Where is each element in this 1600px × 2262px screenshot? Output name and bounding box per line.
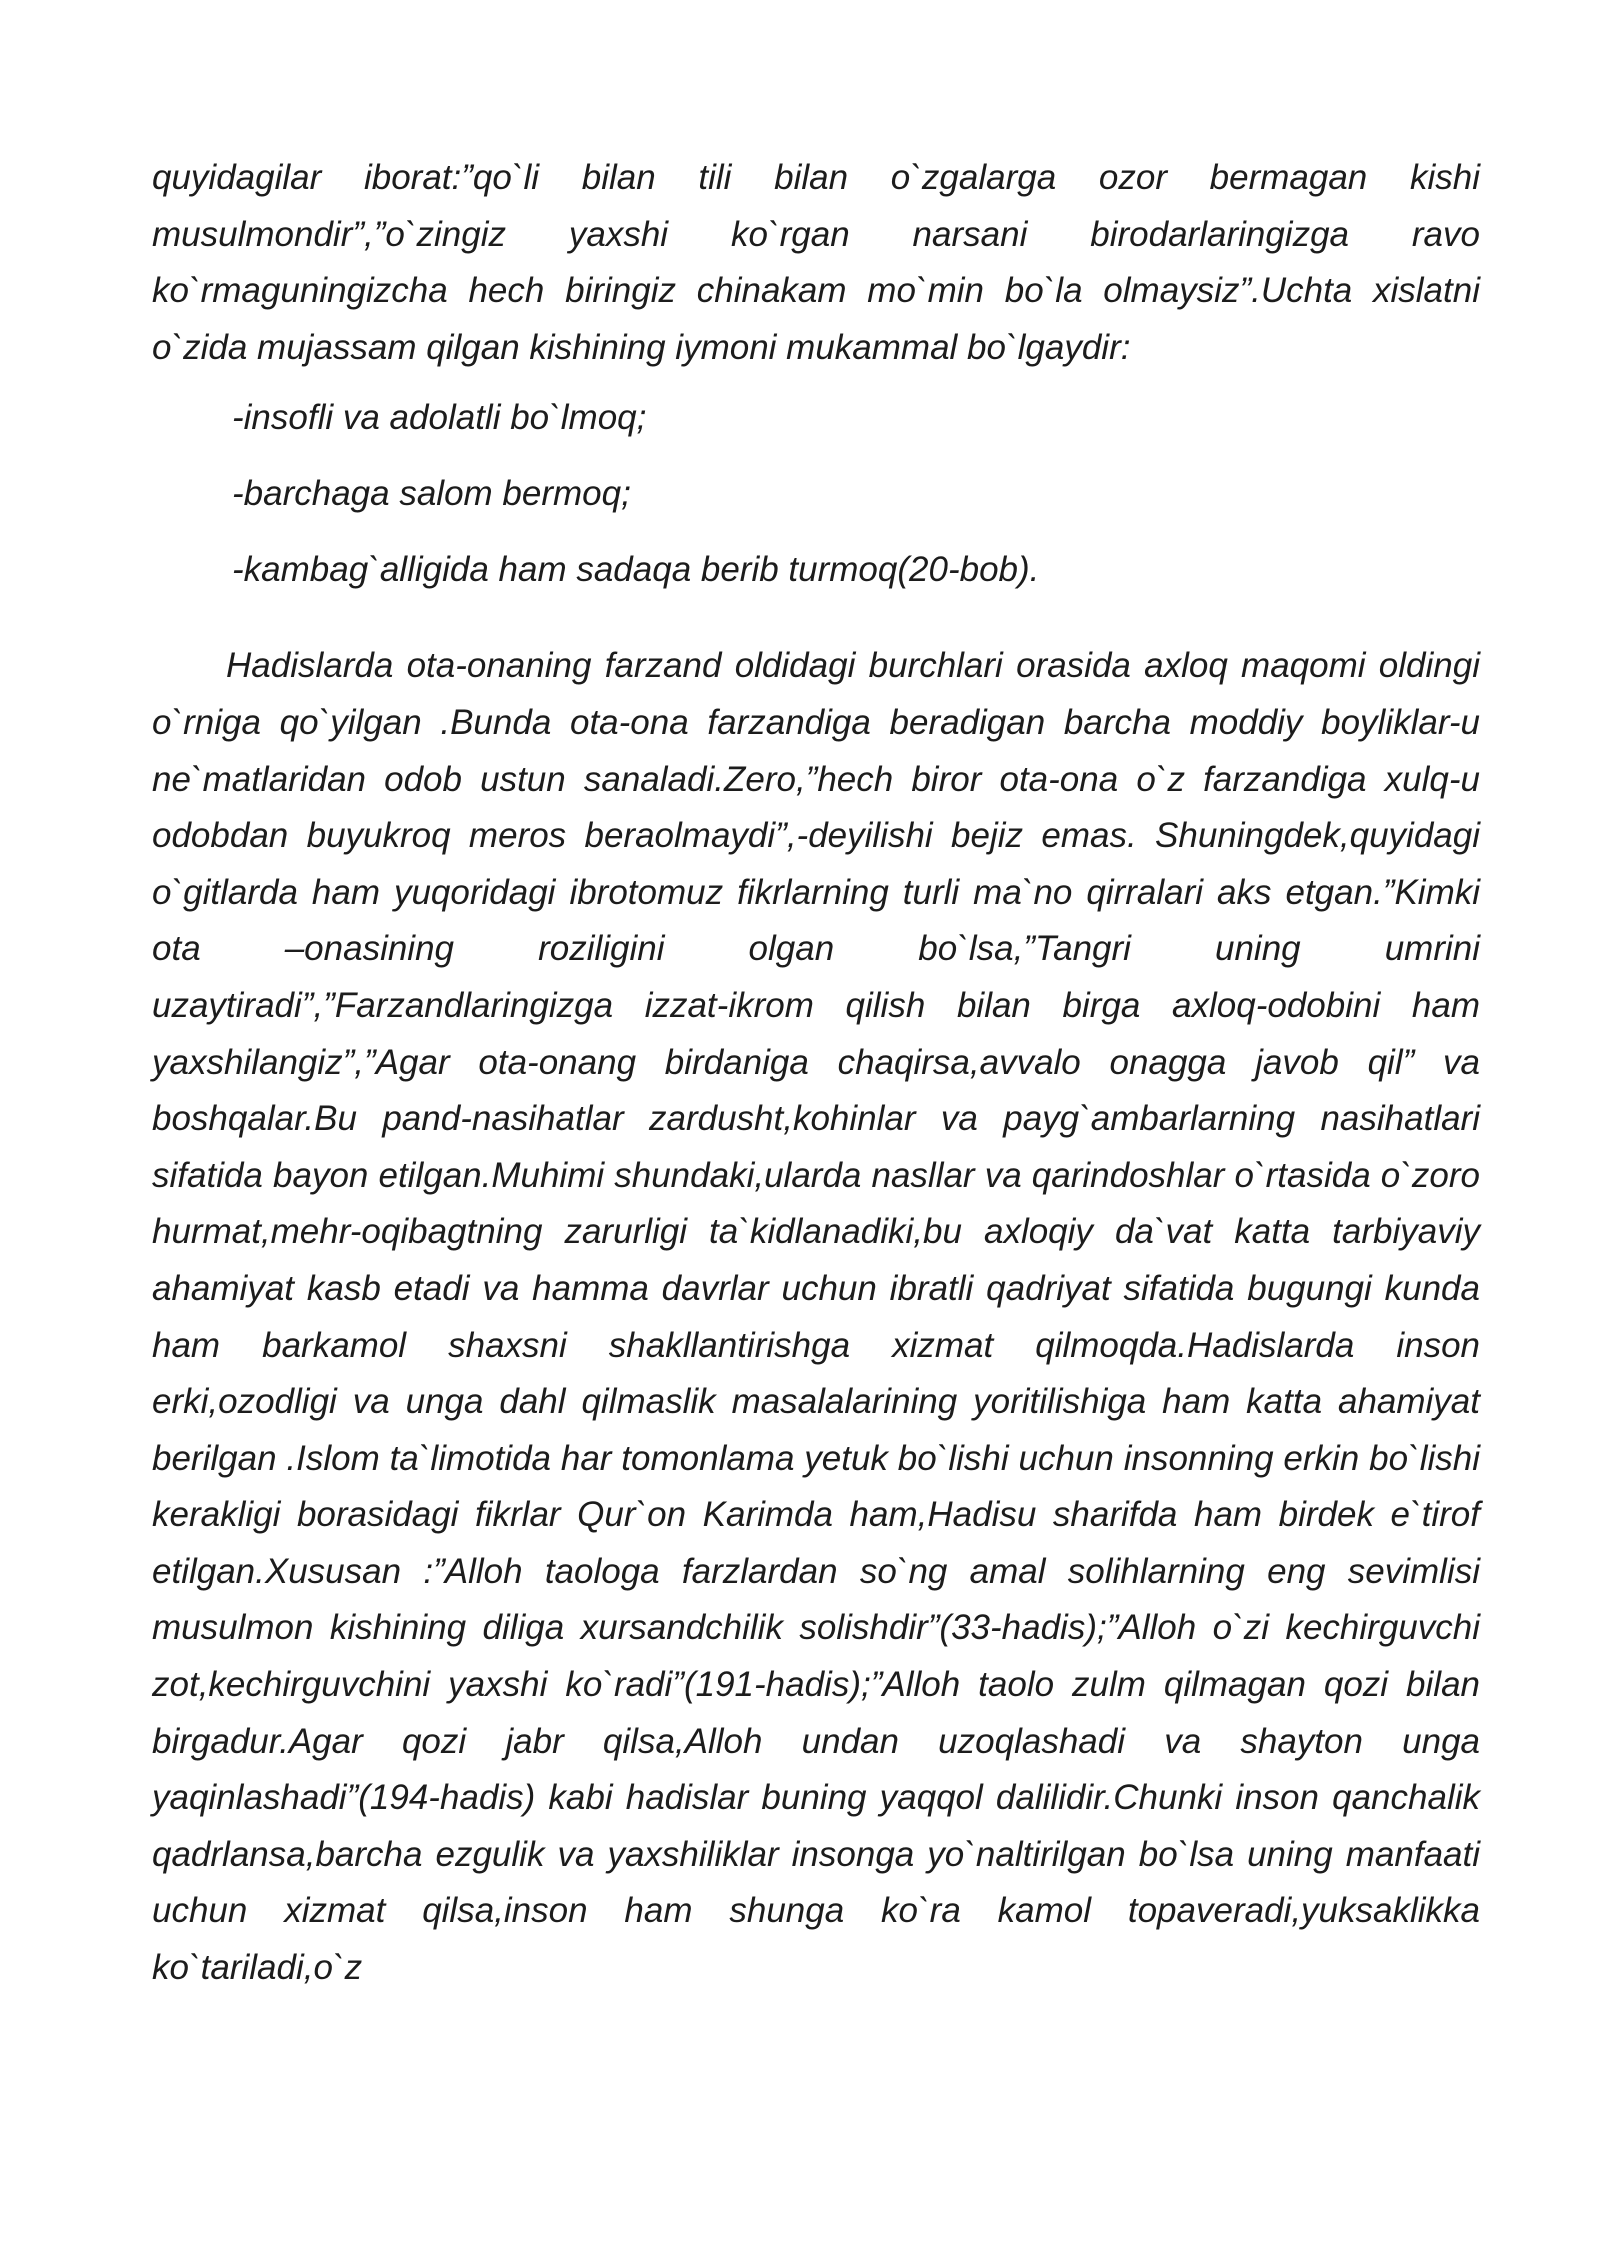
list-item: -kambag`alligida ham sadaqa berib turmoq(20-bob).	[232, 550, 1040, 590]
main-paragraph: Hadislarda ota-onaning farzand oldidagi burchlari orasida axloq maqomi oldingi o`rniga qo`yilgan .Bunda ota-ona farzandiga beradigan barcha moddiy boyliklar-u ne`matlaridan odob ustun sanaladi.Zero,”hech biror ota-ona o`z farzandiga xulq-u odobdan buyukroq meros beraolmaydi”,-deyilishi bejiz emas. Shuningdek,quyidagi o`gitlarda ham yuqoridagi ibrotomuz fikrlarning turli ma`no qirralari aks etgan.”Kimki ota –onasining roziligini olgan bo`lsa,”Tangri uning umrini uzaytiradi”,”Farzandlaringizga izzat-ikrom qilish bilan birga axloq-odobini ham yaxshilangiz”,”Agar ota-onang birdaniga chaqirsa,avvalo onagga javob qil” va boshqalar.Bu pand-nasihatlar zardusht,kohinlar va payg`ambarlarning nasihatlari sifatida bayon etilgan.Muhimi shundaki,ularda nasllar va qarindoshlar o`rtasida o`zoro hurmat,mehr-oqibagtning zarurligi ta`kidlanadiki,bu axloqiy da`vat katta tarbiyaviy ahamiyat kasb etadi va hamma davrlar uchun ibratli qadriyat sifatida bugungi kunda ham barkamol shaxsni shakllantirishga xizmat qilmoqda.Hadislarda inson erki,ozodligi va unga dahl qilmaslik masalalarining yoritilishiga ham katta ahamiyat berilgan .Islom ta`limotida har tomonlama yetuk bo`lishi uchun insonning erkin bo`lishi kerakligi borasidagi fikrlar Qur`on Karimda ham,Hadisu sharifda ham birdek e`tirof etilgan.Xususan :”Alloh taologa farzlardan so`ng amal solihlarning eng sevimlisi musulmon kishining diliga xursandchilik solishdir”(33-hadis);”Alloh o`zi kechirguvchi zot,kechirguvchini yaxshi ko`radi”(191-hadis);”Alloh taolo zulm qilmagan qozi bilan birgadur.Agar qozi jabr qilsa,Alloh undan uzoqlashadi va shayton unga yaqinlashadi”(194-hadis) kabi hadislar buning yaqqol dalilidir.Chunki inson qanchalik qadrlansa,barcha ezgulik va yaxshiliklar insonga yo`naltirilgan bo`lsa uning manfaati uchun xizmat qilsa,inson ham shunga ko`ra kamol topaveradi,yuksaklikka ko`tariladi,o`z	[152, 646, 1480, 1988]
virtues-list	[152, 390, 1480, 618]
list-item: -barchaga salom bermoq;	[232, 474, 631, 514]
list-item: -insofli va adolatli bo`lmoq;	[232, 398, 647, 438]
document-body	[152, 150, 1480, 1997]
intro-paragraph: quyidagilar iborat:”qo`li bilan tili bilan o`zgalarga ozor bermagan kishi musulmondir”,”o`zingiz yaxshi ko`rgan narsani birodarlaringizga ravo ko`rmaguningizcha hech biringiz chinakam mo`min bo`la olmaysiz”.Uchta xislatni o`zida mujassam qilgan kishining iymoni mukammal bo`lgaydir:	[152, 158, 1480, 367]
